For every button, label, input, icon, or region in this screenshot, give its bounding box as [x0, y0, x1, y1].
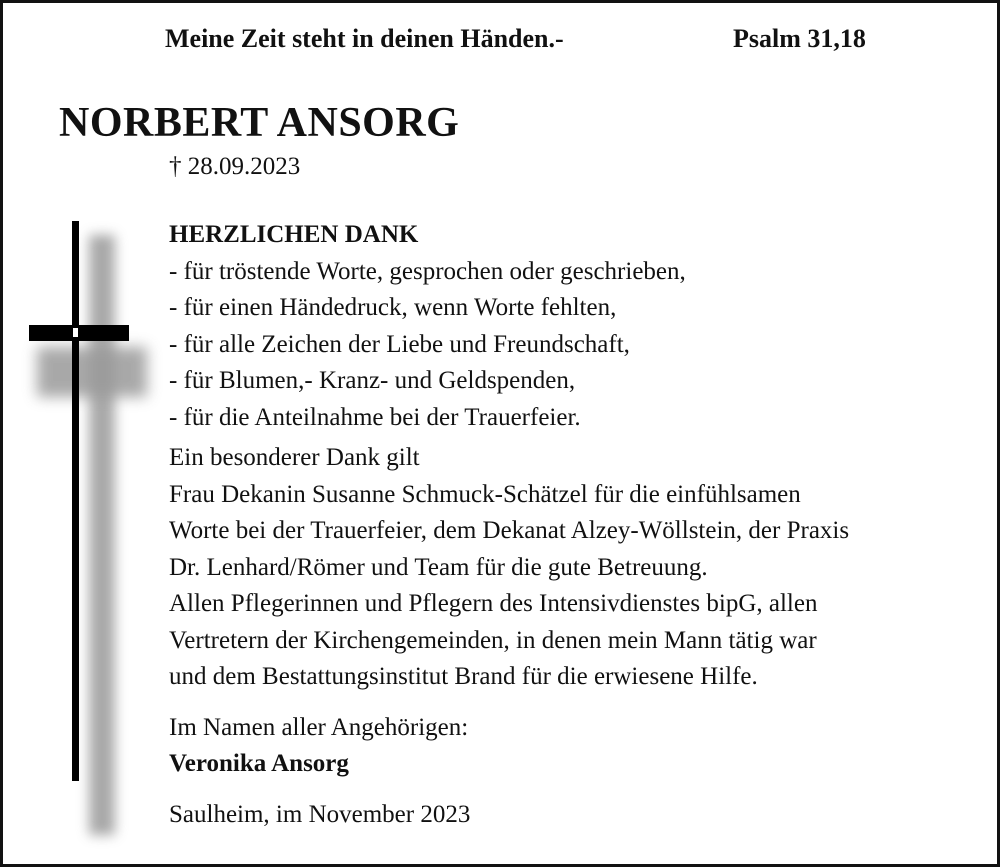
special-thanks-line: Worte bei der Trauerfeier, dem Dekanat Alzey-Wöllstein, der Praxis [169, 517, 850, 544]
motto-line [3, 19, 1000, 59]
special-thanks-line: Dr. Lenhard/Römer und Team für die gute Betreuung. [169, 553, 708, 581]
thanks-item: - für Blumen,- Kranz- und Geldspenden, [169, 367, 576, 394]
signer-name: Veronika Ansorg [169, 750, 349, 777]
cross-icon [23, 217, 163, 847]
special-thanks-line: und dem Bestattungsinstitut Brand für die erwiesene Hilfe. [169, 663, 758, 690]
thanks-heading: HERZLICHEN DANK [169, 221, 419, 248]
thanks-item: - für einen Händedruck, wenn Worte fehlten, [169, 294, 617, 321]
cross-vertical-bar [72, 221, 79, 781]
thanks-item: - für alle Zeichen der Liebe und Freundschaft, [169, 330, 630, 358]
deceased-name: NORBERT ANSORG [59, 100, 460, 146]
on-behalf-line: Im Namen aller Angehörigen: [169, 713, 469, 741]
spacer [169, 783, 989, 797]
special-thanks-line: Frau Dekanin Susanne Schmuck-Schätzel für die einfühlsamen [169, 480, 801, 508]
cross-center-highlight [73, 328, 78, 337]
spacer [169, 696, 989, 710]
special-thanks-line: Ein besonderer Dank gilt [169, 444, 420, 471]
thanks-item: - für tröstende Worte, gesprochen oder geschrieben, [169, 257, 686, 285]
cross-shadow-horizontal [37, 347, 147, 397]
death-date: † 28.09.2023 [169, 153, 301, 180]
special-thanks-line: Vertretern der Kirchengemeinden, in denen mein Mann tätig war [169, 626, 817, 654]
cross-horizontal-bar [29, 325, 129, 341]
special-thanks-line: Allen Pflegerinnen und Pflegern des Intensivdienstes bipG, allen [169, 590, 818, 617]
motto-reference: Psalm 31,18 [733, 24, 866, 53]
thanks-item: - für die Anteilnahme bei der Trauerfeier. [169, 403, 581, 431]
motto-quote: Meine Zeit steht in deinen Händen.- [165, 24, 564, 53]
thanks-body [169, 217, 989, 833]
place-date: Saulheim, im November 2023 [169, 800, 471, 828]
